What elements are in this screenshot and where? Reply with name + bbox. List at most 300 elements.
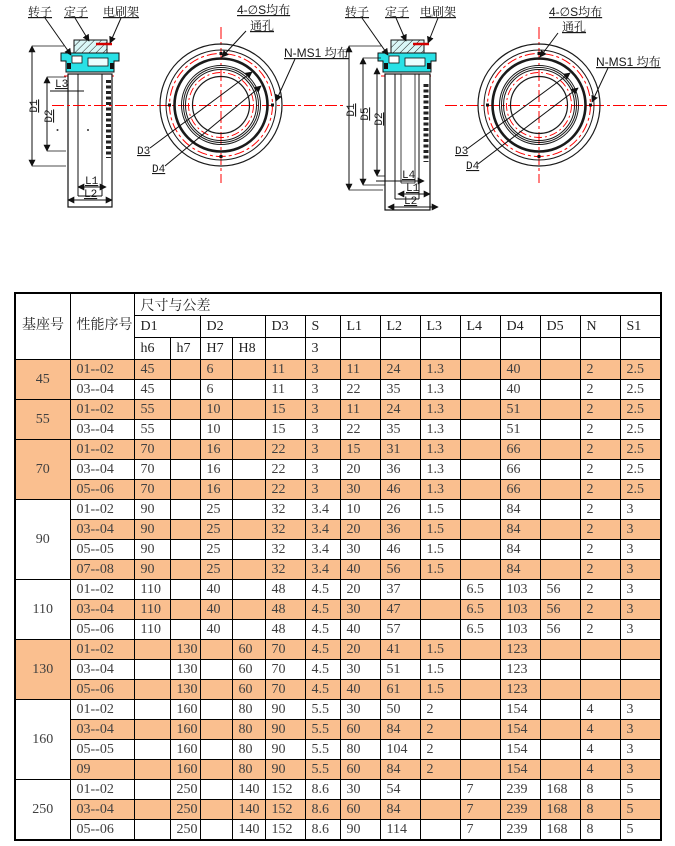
table-row <box>15 440 661 460</box>
cell-N: 4 <box>580 720 620 740</box>
cell-N: 8 <box>580 780 620 800</box>
dim-D3-label: D3 <box>137 146 151 158</box>
bolt-hole <box>589 104 592 107</box>
cell-h6: 45 <box>134 380 170 400</box>
perf-cell: 01--02 <box>70 360 134 380</box>
cell-H7: 40 <box>200 580 232 600</box>
cell-S: 8.6 <box>305 820 340 841</box>
cell-D4: 51 <box>500 420 540 440</box>
cell-L4: 6.5 <box>460 600 500 620</box>
cell-S: 8.6 <box>305 780 340 800</box>
cell-h6 <box>134 820 170 841</box>
cell-D3: 22 <box>265 460 305 480</box>
cell-h6: 70 <box>134 440 170 460</box>
holder-slot <box>389 56 399 63</box>
table-row <box>15 620 661 640</box>
cell-h7 <box>170 580 200 600</box>
table-row <box>15 540 661 560</box>
perf-cell: 05--05 <box>70 540 134 560</box>
dim-L2-label: L2 <box>84 189 98 201</box>
cell-L1: 90 <box>340 820 380 841</box>
base-cell: 45 <box>15 360 70 400</box>
header-col-D3: D3 <box>265 316 305 338</box>
bolt-hole <box>271 104 274 107</box>
cell-L3: 2 <box>420 760 460 780</box>
cell-D3: 70 <box>265 640 305 660</box>
base-cell: 70 <box>15 440 70 500</box>
cell-L2: 36 <box>380 520 420 540</box>
cell-D4: 123 <box>500 680 540 700</box>
perf-cell: 03--04 <box>70 380 134 400</box>
cell-D4: 84 <box>500 500 540 520</box>
cell-D5: 56 <box>540 580 580 600</box>
cell-N: 2 <box>580 400 620 420</box>
dim-L1-label: L1 <box>85 176 99 188</box>
table-row <box>15 480 661 500</box>
cell-H8: 60 <box>232 680 265 700</box>
stator-hatch <box>391 40 424 53</box>
cell-L3: 1.3 <box>420 480 460 500</box>
cell-D3: 152 <box>265 780 305 800</box>
cell-D3: 152 <box>265 820 305 841</box>
cell-h6 <box>134 720 170 740</box>
cell-D3: 152 <box>265 800 305 820</box>
cell-S1: 3 <box>620 740 661 760</box>
cell-S1 <box>620 640 661 660</box>
brush-holder-label: 电刷架 <box>420 5 457 19</box>
cell-H7 <box>200 680 232 700</box>
cell-D5 <box>540 420 580 440</box>
cell-D3: 32 <box>265 540 305 560</box>
cell-D4: 84 <box>500 540 540 560</box>
perf-cell: 05--06 <box>70 620 134 640</box>
header-sub-blank <box>380 338 420 360</box>
cell-N: 2 <box>580 620 620 640</box>
cell-S1: 3 <box>620 580 661 600</box>
cell-L3: 1.3 <box>420 380 460 400</box>
cell-h7: 160 <box>170 760 200 780</box>
cell-S: 3 <box>305 360 340 380</box>
header-sub-blank <box>420 338 460 360</box>
table-row <box>15 760 661 780</box>
cell-H8 <box>232 380 265 400</box>
header-sub-h7: h7 <box>170 338 200 360</box>
dim-D2-label: D2 <box>44 109 56 123</box>
cell-S: 3.4 <box>305 520 340 540</box>
holes-note-2: 通孔 <box>250 19 275 33</box>
cell-H8 <box>232 500 265 520</box>
stator-label: 定子 <box>385 5 410 19</box>
cell-D4: 66 <box>500 440 540 460</box>
perf-cell: 07--08 <box>70 560 134 580</box>
cell-D5 <box>540 740 580 760</box>
cell-D4: 40 <box>500 380 540 400</box>
cell-N: 2 <box>580 420 620 440</box>
cell-D5 <box>540 700 580 720</box>
cell-L3 <box>420 620 460 640</box>
cell-D4: 84 <box>500 520 540 540</box>
cell-D5: 168 <box>540 820 580 841</box>
cell-S1: 5 <box>620 800 661 820</box>
header-col-L2: L2 <box>380 316 420 338</box>
perf-cell: 05--05 <box>70 740 134 760</box>
cell-L3: 2 <box>420 740 460 760</box>
cell-H8 <box>232 600 265 620</box>
dim-D3-label: D3 <box>455 146 469 158</box>
cell-h6: 90 <box>134 520 170 540</box>
cell-D5 <box>540 380 580 400</box>
cell-H7: 25 <box>200 560 232 580</box>
cell-h7: 250 <box>170 820 200 841</box>
dim-D4-label: D4 <box>152 164 166 176</box>
holes-note: 4-∅S均布 <box>237 3 291 17</box>
ms-note: N-MS1 均布 <box>596 55 661 69</box>
perf-cell: 05--06 <box>70 820 134 841</box>
cell-L2: 37 <box>380 580 420 600</box>
cell-H8 <box>232 520 265 540</box>
table-row <box>15 360 661 380</box>
cell-H8: 140 <box>232 820 265 841</box>
ms-note: N-MS1 均布 <box>284 46 349 60</box>
header-col-D4: D4 <box>500 316 540 338</box>
cell-L3 <box>420 800 460 820</box>
cell-S1: 2.5 <box>620 460 661 480</box>
cell-h6: 90 <box>134 560 170 580</box>
cell-h6 <box>134 680 170 700</box>
holder-block <box>67 63 71 69</box>
cell-H7: 16 <box>200 440 232 460</box>
cell-L1: 11 <box>340 400 380 420</box>
cell-L2: 84 <box>380 800 420 820</box>
cell-D3: 48 <box>265 580 305 600</box>
cell-h7: 160 <box>170 740 200 760</box>
cell-L4 <box>460 640 500 660</box>
cell-S: 4.5 <box>305 620 340 640</box>
leader-line <box>362 18 388 55</box>
cell-S1: 3 <box>620 540 661 560</box>
cell-h7 <box>170 600 200 620</box>
header-sub-S: 3 <box>305 338 340 360</box>
cell-H7 <box>200 720 232 740</box>
cell-N: 2 <box>580 540 620 560</box>
cell-H8 <box>232 580 265 600</box>
cell-L3 <box>420 820 460 841</box>
holder-block <box>110 63 114 69</box>
cell-H8: 140 <box>232 780 265 800</box>
cell-N: 2 <box>580 560 620 580</box>
cell-H8 <box>232 620 265 640</box>
leader-line <box>276 59 295 101</box>
cell-N: 2 <box>580 380 620 400</box>
cell-D3: 11 <box>265 380 305 400</box>
cell-D5 <box>540 440 580 460</box>
cell-D3: 90 <box>265 700 305 720</box>
cell-D4: 103 <box>500 620 540 640</box>
cell-D4: 239 <box>500 800 540 820</box>
perf-cell: 05--06 <box>70 680 134 700</box>
cell-S: 5.5 <box>305 720 340 740</box>
cell-h7: 160 <box>170 720 200 740</box>
cell-L2: 84 <box>380 760 420 780</box>
cell-h7 <box>170 400 200 420</box>
cell-h7: 130 <box>170 640 200 660</box>
cell-h6: 45 <box>134 360 170 380</box>
cell-H8 <box>232 560 265 580</box>
cell-D3: 48 <box>265 600 305 620</box>
cell-S: 5.5 <box>305 740 340 760</box>
cell-L4 <box>460 360 500 380</box>
cell-S: 3 <box>305 400 340 420</box>
cell-L2: 36 <box>380 460 420 480</box>
header-sub-blank <box>540 338 580 360</box>
header-row-1 <box>15 293 661 316</box>
dim-L3-label: L3 <box>55 79 69 91</box>
cell-H7 <box>200 760 232 780</box>
dim-D1-label: D1 <box>346 103 358 117</box>
perf-cell: 01--02 <box>70 780 134 800</box>
cell-L4: 7 <box>460 800 500 820</box>
cell-L4 <box>460 500 500 520</box>
cell-H7: 25 <box>200 540 232 560</box>
header-col-D1: D1 <box>134 316 200 338</box>
perf-cell: 03--04 <box>70 520 134 540</box>
front-view-2 <box>445 4 670 183</box>
cell-N <box>580 680 620 700</box>
cell-L2: 84 <box>380 720 420 740</box>
cell-h7: 250 <box>170 800 200 820</box>
cell-S1: 5 <box>620 780 661 800</box>
cell-D4: 239 <box>500 780 540 800</box>
stator-label: 定子 <box>64 5 89 19</box>
cell-N: 4 <box>580 760 620 780</box>
rotor-label: 转子 <box>28 5 53 19</box>
cell-S: 3.4 <box>305 560 340 580</box>
dimension-table-wrap <box>14 292 662 841</box>
cell-H7: 6 <box>200 360 232 380</box>
cell-H8 <box>232 440 265 460</box>
cell-L4 <box>460 720 500 740</box>
leader-line <box>540 33 558 57</box>
cell-D3: 15 <box>265 420 305 440</box>
cell-H8: 80 <box>232 700 265 720</box>
cell-D4: 154 <box>500 760 540 780</box>
cell-S: 3.4 <box>305 540 340 560</box>
perf-cell: 01--02 <box>70 440 134 460</box>
dim-L4-label: L4 <box>402 170 416 182</box>
cell-H7 <box>200 640 232 660</box>
header-sub-blank <box>460 338 500 360</box>
leader-line <box>110 18 121 43</box>
header-sub-H8: H8 <box>232 338 265 360</box>
dimension-table <box>14 292 662 841</box>
cell-L3: 1.5 <box>420 660 460 680</box>
header-sub-blank <box>620 338 661 360</box>
cell-L1: 22 <box>340 420 380 440</box>
cell-L1: 30 <box>340 660 380 680</box>
base-cell: 110 <box>15 580 70 640</box>
stator-hatch <box>74 40 107 53</box>
cell-L2: 24 <box>380 400 420 420</box>
cell-H8 <box>232 480 265 500</box>
cell-S1 <box>620 680 661 700</box>
table-row <box>15 600 661 620</box>
perf-cell: 01--02 <box>70 700 134 720</box>
cell-L1: 60 <box>340 720 380 740</box>
cell-L3: 2 <box>420 720 460 740</box>
cell-L3: 1.3 <box>420 440 460 460</box>
cell-H7 <box>200 820 232 841</box>
header-col-D5: D5 <box>540 316 580 338</box>
cell-D4: 103 <box>500 600 540 620</box>
cell-h6 <box>134 760 170 780</box>
cell-D4: 154 <box>500 700 540 720</box>
rotor-label: 转子 <box>345 5 370 19</box>
cell-L3: 1.3 <box>420 360 460 380</box>
cell-D4: 123 <box>500 660 540 680</box>
bolt-hole <box>538 52 541 55</box>
cell-S1: 2.5 <box>620 420 661 440</box>
table-row <box>15 660 661 680</box>
cell-S1: 2.5 <box>620 480 661 500</box>
cell-L3 <box>420 780 460 800</box>
cell-D4: 66 <box>500 460 540 480</box>
cell-L4 <box>460 700 500 720</box>
cell-D5 <box>540 560 580 580</box>
cell-N: 2 <box>580 440 620 460</box>
cell-D3: 32 <box>265 520 305 540</box>
table-row <box>15 580 661 600</box>
header-perf-no <box>70 293 134 360</box>
cell-h7: 130 <box>170 680 200 700</box>
table-row <box>15 820 661 841</box>
table-row <box>15 520 661 540</box>
header-sub-blank <box>580 338 620 360</box>
table-row <box>15 680 661 700</box>
cell-L2: 50 <box>380 700 420 720</box>
cell-L1: 30 <box>340 700 380 720</box>
cell-L1: 30 <box>340 600 380 620</box>
cell-S1: 2.5 <box>620 360 661 380</box>
cell-h7 <box>170 420 200 440</box>
cell-H7: 25 <box>200 500 232 520</box>
perf-cell: 03--04 <box>70 660 134 680</box>
cell-L3: 1.5 <box>420 540 460 560</box>
cell-h7 <box>170 440 200 460</box>
cell-N <box>580 640 620 660</box>
cell-H8: 80 <box>232 740 265 760</box>
dim-D5-label: D5 <box>360 107 372 121</box>
cell-H7: 6 <box>200 380 232 400</box>
cell-D5 <box>540 680 580 700</box>
cell-N: 4 <box>580 740 620 760</box>
cell-S1: 5 <box>620 820 661 841</box>
cell-L2: 54 <box>380 780 420 800</box>
header-col-D2: D2 <box>200 316 265 338</box>
cell-h6: 110 <box>134 580 170 600</box>
cell-D4: 40 <box>500 360 540 380</box>
cell-S: 3 <box>305 440 340 460</box>
cell-N <box>580 660 620 680</box>
cell-h6: 90 <box>134 500 170 520</box>
cell-L1: 30 <box>340 480 380 500</box>
cell-L4 <box>460 540 500 560</box>
cell-S: 5.5 <box>305 760 340 780</box>
perf-cell: 03--04 <box>70 460 134 480</box>
cell-H8 <box>232 400 265 420</box>
cell-H7 <box>200 660 232 680</box>
cell-h6: 90 <box>134 540 170 560</box>
cell-D4: 123 <box>500 640 540 660</box>
table-row <box>15 420 661 440</box>
cell-H7: 10 <box>200 400 232 420</box>
table-row <box>15 740 661 760</box>
cell-h7 <box>170 520 200 540</box>
cell-h6 <box>134 780 170 800</box>
cell-L2: 46 <box>380 540 420 560</box>
holes-note: 4-∅S均布 <box>549 5 603 19</box>
cell-S1: 2.5 <box>620 400 661 420</box>
cell-L1: 20 <box>340 460 380 480</box>
cell-H7 <box>200 780 232 800</box>
cell-D4: 154 <box>500 720 540 740</box>
leader-line <box>428 18 438 43</box>
cell-D3: 90 <box>265 720 305 740</box>
cell-L2: 46 <box>380 480 420 500</box>
cell-L4: 7 <box>460 820 500 841</box>
cell-D5 <box>540 720 580 740</box>
brush-holder-label: 电刷架 <box>103 5 140 19</box>
cell-L2: 26 <box>380 500 420 520</box>
cell-D3: 70 <box>265 680 305 700</box>
cell-L2: 41 <box>380 640 420 660</box>
cell-h6 <box>134 800 170 820</box>
bolt-hole <box>168 104 171 107</box>
cell-D3: 11 <box>265 360 305 380</box>
cell-L2: 104 <box>380 740 420 760</box>
cell-h6: 70 <box>134 460 170 480</box>
base-cell: 130 <box>15 640 70 700</box>
cell-h6: 70 <box>134 480 170 500</box>
bolt-hole <box>220 155 223 158</box>
cell-S1: 2.5 <box>620 380 661 400</box>
cell-N: 2 <box>580 580 620 600</box>
header-sub-h6: h6 <box>134 338 170 360</box>
cell-H8: 60 <box>232 660 265 680</box>
cell-D3: 48 <box>265 620 305 640</box>
table-body <box>15 360 661 841</box>
cell-L3: 1.3 <box>420 460 460 480</box>
cell-L1: 10 <box>340 500 380 520</box>
cell-S: 8.6 <box>305 800 340 820</box>
cell-D5 <box>540 480 580 500</box>
cell-D5: 56 <box>540 600 580 620</box>
cell-D3: 22 <box>265 480 305 500</box>
cell-H8 <box>232 420 265 440</box>
cell-h6 <box>134 700 170 720</box>
cell-L3: 1.3 <box>420 400 460 420</box>
cell-S1 <box>620 660 661 680</box>
cell-S1: 3 <box>620 760 661 780</box>
cell-L2: 57 <box>380 620 420 640</box>
cell-L1: 80 <box>340 740 380 760</box>
cell-L4: 7 <box>460 780 500 800</box>
header-base-no <box>15 293 70 360</box>
cell-h7 <box>170 380 200 400</box>
perf-cell: 01--02 <box>70 400 134 420</box>
mark-dot <box>57 129 59 131</box>
base-cell: 160 <box>15 700 70 780</box>
cell-L4 <box>460 460 500 480</box>
